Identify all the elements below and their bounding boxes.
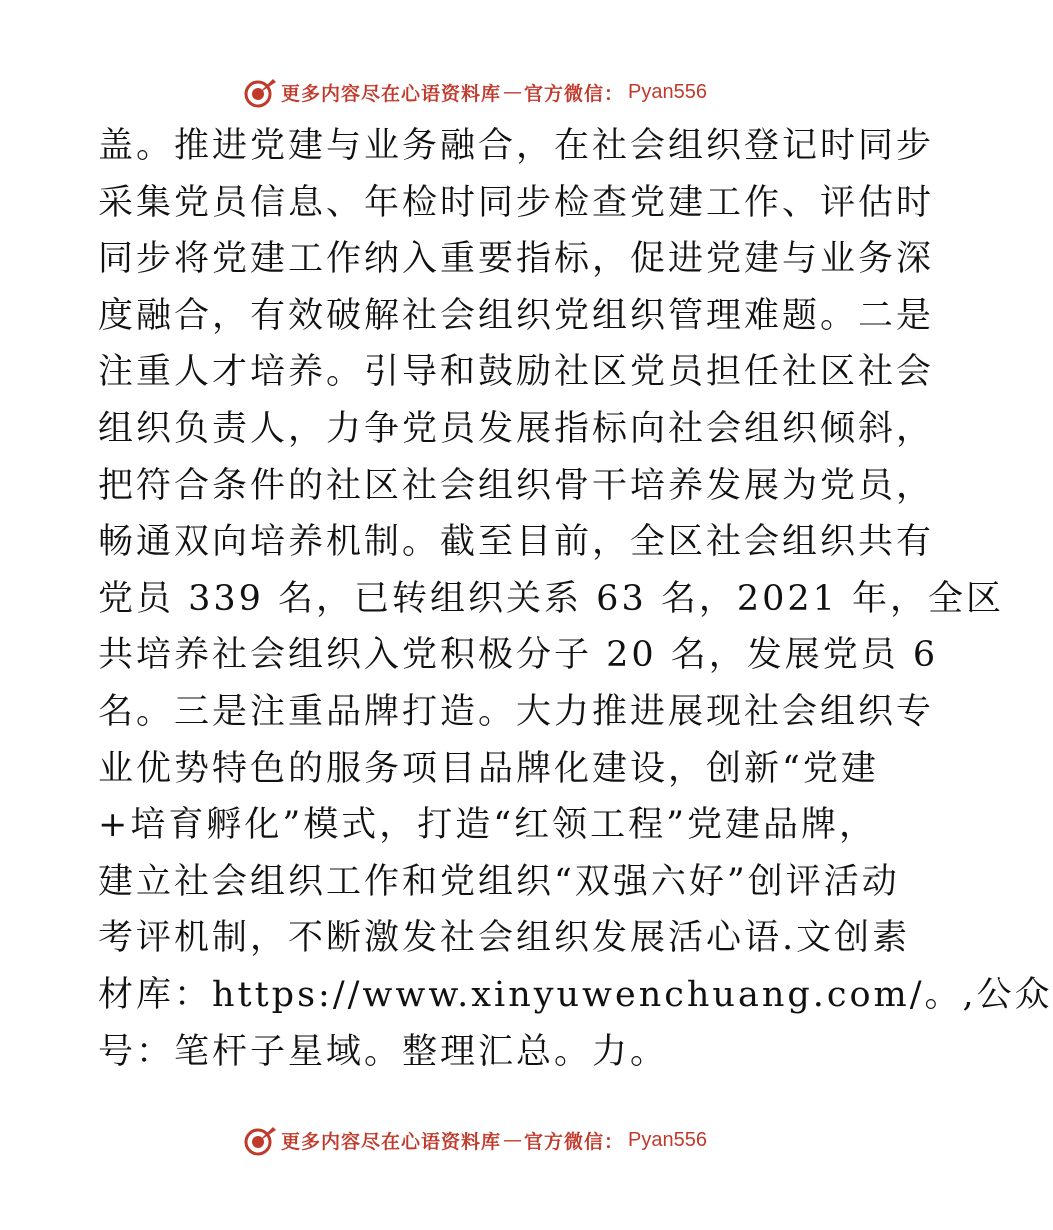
body-line: 共培养社会组织入党积极分子 20 名，发展党员 6	[98, 635, 939, 676]
body-line: 号：笔杆子星域。整理汇总。力。	[98, 1031, 669, 1072]
pen-logo-icon	[243, 1123, 277, 1157]
banner-wechat-id: Pyan556	[628, 80, 707, 103]
footer-banner	[0, 1120, 950, 1160]
body-line: 注重人才培养。引导和鼓励社区党员担任社区社会	[98, 352, 935, 393]
banner-title: 更多内容尽在心语资料库	[281, 1130, 502, 1153]
body-line: 党员 339 名，已转组织关系 63 名，2021 年，全区	[98, 578, 1005, 619]
body-line: 业优势特色的服务项目品牌化建设，创新“党建	[98, 748, 879, 789]
body-line: 建立社会组织工作和党组织“双强六好”创评活动	[98, 861, 900, 902]
banner-separator: —	[503, 1129, 523, 1151]
banner-separator: —	[503, 81, 523, 103]
body-line: 考评机制，不断激发社会组织发展活心语.文创素	[98, 918, 911, 959]
body-line: 把符合条件的社区社会组织骨干培养发展为党员，	[98, 465, 935, 506]
body-line: 畅通双向培养机制。截至目前，全区社会组织共有	[98, 522, 935, 563]
banner-wechat-label: 官方微信：	[524, 82, 625, 105]
pen-logo-icon	[243, 75, 277, 109]
banner-wechat-label: 官方微信：	[524, 1130, 625, 1153]
banner-wechat-id: Pyan556	[628, 1128, 707, 1151]
document-body	[98, 118, 1053, 1080]
body-line: 盖。推进党建与业务融合，在社会组织登记时同步	[98, 126, 935, 166]
header-banner	[0, 72, 950, 112]
body-line: 材库：https://www.xinyuwenchuang.com/。,公众	[98, 974, 1053, 1015]
body-line: 名。三是注重品牌打造。大力推进展现社会组织专	[98, 691, 935, 732]
body-line: 组织负责人，力争党员发展指标向社会组织倾斜，	[98, 408, 935, 449]
body-line: 同步将党建工作纳入重要指标，促进党建与业务深	[98, 239, 935, 280]
banner-title: 更多内容尽在心语资料库	[281, 82, 502, 105]
body-line: 度融合，有效破解社会组织党组织管理难题。二是	[98, 295, 935, 336]
body-line: +培育孵化”模式，打造“红领工程”党建品牌，	[98, 805, 878, 846]
body-line: 采集党员信息、年检时同步检查党建工作、评估时	[98, 182, 935, 223]
